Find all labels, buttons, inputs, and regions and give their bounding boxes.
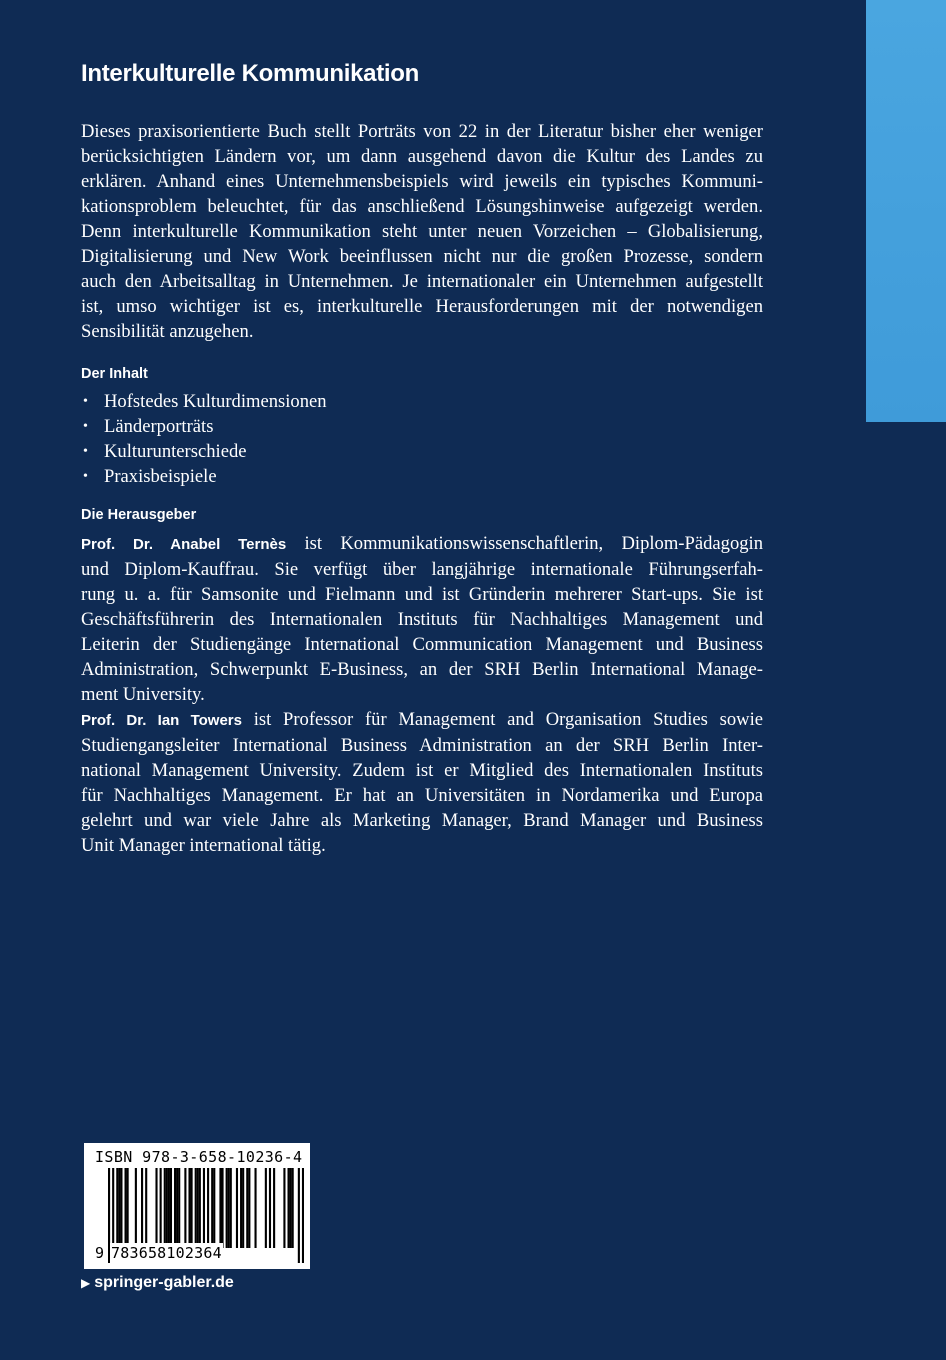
triangle-right-icon: ▶ [81,1276,91,1290]
editor-name: Prof. Dr. Ian Towers [81,712,242,729]
barcode-bar [195,1168,197,1248]
barcode-bar [290,1168,292,1248]
intro-line: erklären. Anhand eines Unternehmensbeispiels wird jeweils ein typisches Kommuni- [81,171,763,192]
barcode-bar [292,1168,294,1248]
barcode-bar [287,1168,289,1248]
editor-name: Prof. Dr. Anabel Ternès [81,536,287,553]
list-item: • Länderporträts [83,416,214,437]
barcode-bar [145,1168,147,1248]
editors-heading: Die Herausgeber [81,507,197,523]
barcode-bar [219,1168,221,1248]
isbn-barcode [84,1143,310,1269]
bio-line: Prof. Dr. Anabel Ternès ist Kommunikationswissenschaftlerin, Diplom-Pädagogin [81,533,763,554]
bio-line: Administration, Schwerpunkt E-Business, an der SRH Berlin International Manage- [81,659,763,680]
barcode-bar [230,1168,232,1248]
bio-line: Studiengangsleiter International Business Administration an der SRH Berlin Inter- [81,735,763,756]
editor-bio-towers [81,707,763,858]
barcode-bar [197,1168,199,1248]
barcode-bar [283,1168,285,1248]
list-item: • Hofstedes Kulturdimensionen [83,391,327,412]
intro-paragraph [81,119,763,344]
back-cover-text [81,55,763,858]
barcode-bar [211,1168,213,1248]
website-label: springer-gabler.de [94,1274,234,1291]
barcode-bar [273,1168,275,1248]
barcode-bar [242,1168,244,1248]
intro-line: berücksichtigten Ländern vor, um dann ausgehend davon die Kultur des Landes zu [81,146,763,167]
barcode-bar [141,1168,143,1248]
intro-line: auch den Arbeitsalltag in Unternehmen. Je internationaler ein Unternehmen aufgestellt [81,271,763,292]
barcode-bar [118,1168,120,1248]
barcode-bar [221,1168,223,1248]
bullet-icon: • [83,419,88,434]
accent-strip [866,0,946,422]
barcode-bar [164,1168,166,1248]
barcode-bar [269,1168,271,1248]
list-item: • Kulturunterschiede [83,441,247,462]
intro-line: kationsproblem beleuchtet, für das anschließend Lösungshinweise aufgezeigt werden. [81,196,763,217]
bio-line: für Nachhaltiges Management. Er hat an Universitäten in Nordamerika und Europa [81,785,763,806]
barcode-bar [199,1168,201,1248]
bullet-icon: • [83,469,88,484]
barcode-bar [155,1168,157,1248]
intro-line: Denn interkulturelle Kommunikation steht unter neuen Vorzeichen – Globalisierung, [81,221,763,242]
bio-line: Unit Manager international tätig. [81,835,326,856]
list-item: • Praxisbeispiele [83,466,217,487]
contents-heading: Der Inhalt [81,366,148,382]
barcode-bar [160,1168,162,1248]
contents-list [81,389,763,489]
barcode-bar [178,1168,180,1248]
bio-line: ment University. [81,684,205,705]
barcode-bar [166,1168,168,1248]
barcode-bar [213,1168,215,1248]
barcode-bar [246,1168,248,1248]
barcode-bar [170,1168,172,1248]
barcode-bar [188,1168,190,1248]
barcode-bar [120,1168,122,1248]
barcode-bar [248,1168,250,1248]
barcode-bar [184,1168,186,1248]
bio-line: Prof. Dr. Ian Towers ist Professor für Management and Organisation Studies sowie [81,709,763,730]
bio-line: national Management University. Zudem ist er Mitglied des Internationalen Instituts [81,760,763,781]
intro-line: ist, umso wichtiger ist es, interkulturelle Herausforderungen mit der notwendigen [81,296,763,317]
intro-line: Dieses praxisorientierte Buch stellt Porträts von 22 in der Literatur bisher eher weniger [81,121,763,142]
barcode-bar [116,1168,118,1248]
barcode-bar [254,1168,256,1248]
bio-line: Geschäftsführerin des Internationalen Instituts für Nachhaltiges Management und [81,609,763,630]
bio-line: gelehrt und war viele Jahre als Marketing Manager, Brand Manager und Business [81,810,763,831]
editor-bio-ternes [81,531,763,707]
intro-line: Sensibilität anzugehen. [81,321,254,342]
bio-line: Leiterin der Studiengänge International Communication Management und Business [81,634,763,655]
book-title: Interkulturelle Kommunikation [81,60,420,87]
barcode-bar [302,1168,304,1263]
barcode-bar [176,1168,178,1248]
barcode-bar [226,1168,228,1248]
bio-line: und Diplom-Kauffrau. Sie verfügt über langjährige internationale Führungserfah- [81,559,763,580]
barcode-bar [174,1168,176,1248]
barcode-bar [135,1168,137,1248]
barcode-bar [240,1168,242,1248]
publisher-website[interactable] [81,1272,234,1294]
intro-line: Digitalisierung und New Work beeinflussen nicht nur die großen Prozesse, sondern [81,246,763,267]
barcode-bar [127,1168,129,1248]
ean-digits: 9 783658102364 [95,1244,222,1262]
barcode-bar [125,1168,127,1248]
barcode-bar [191,1168,193,1248]
barcode-bar [265,1168,267,1248]
bullet-icon: • [83,394,88,409]
barcode-bar [168,1168,170,1248]
isbn-label: ISBN 978-3-658-10236-4 [95,1148,303,1166]
bullet-icon: • [83,444,88,459]
barcode-bar [236,1168,238,1248]
bio-line: rung u. a. für Samsonite und Fielmann und ist Gründerin mehrerer Start-ups. Sie ist [81,584,763,605]
barcode-bar [228,1168,230,1248]
barcode-bar [298,1168,300,1263]
